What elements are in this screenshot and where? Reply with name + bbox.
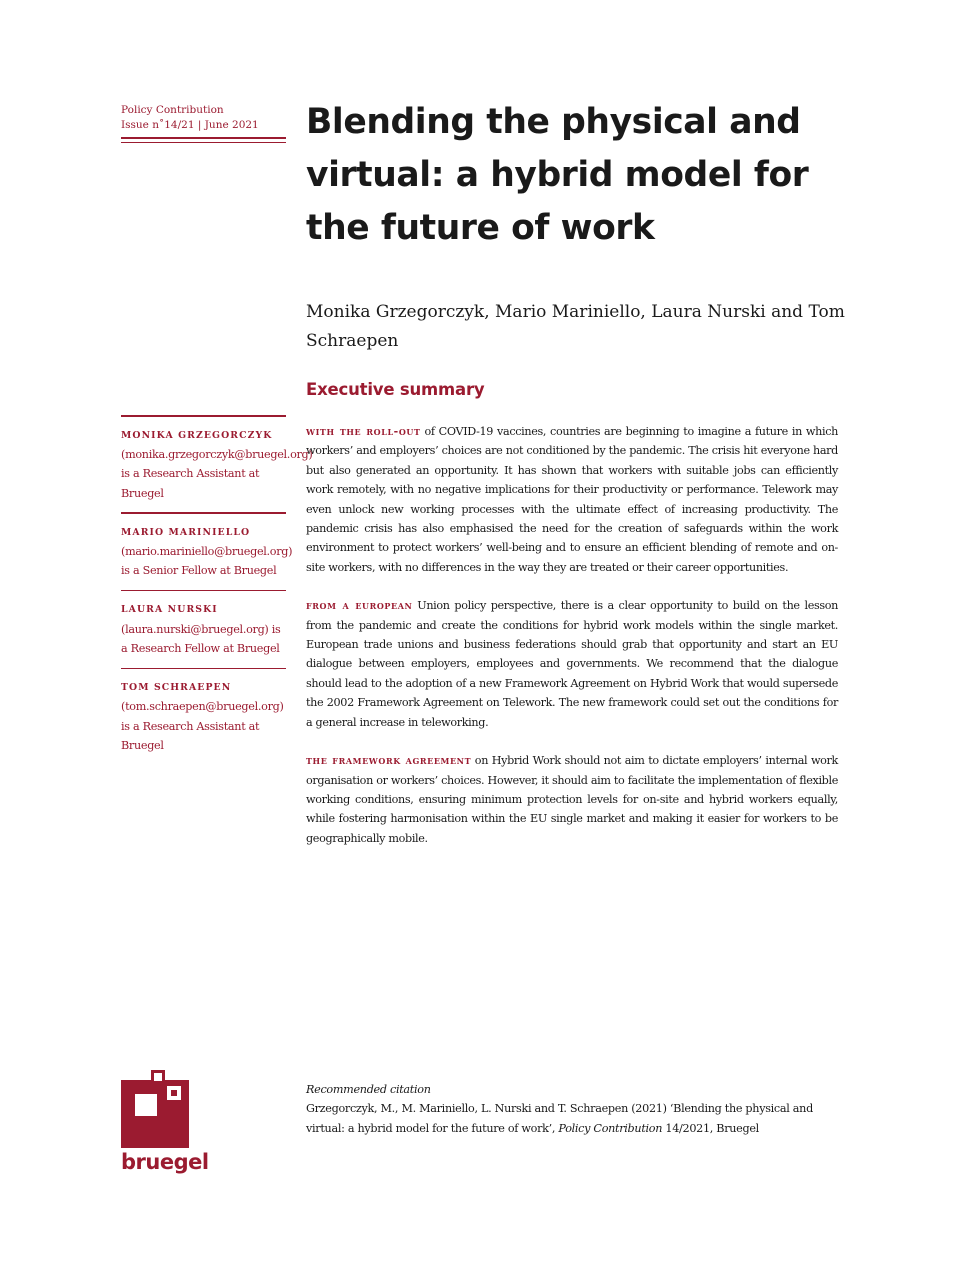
bio-author-name: MONIKA GRZEGORCZYK (121, 429, 273, 441)
bio-author-name: MARIO MARINIELLO (121, 526, 251, 538)
paragraph-lead-in: the framework agreement (306, 754, 472, 768)
author-bio (121, 417, 313, 513)
logo-mark-icon (121, 1068, 211, 1150)
series-name: Policy Contribution (121, 104, 224, 116)
paragraph-lead-in: from a european (306, 599, 413, 613)
bruegel-logo (121, 1068, 211, 1178)
bio-text: (tom.schraepen@bruegel.org) is a Research Assistant at Bruegel (121, 700, 284, 753)
citation-publication: Policy Contribution (558, 1121, 663, 1135)
paragraph-lead-in: with the roll-out (306, 425, 421, 438)
author-bios (121, 415, 313, 765)
executive-summary-heading: Executive summary (306, 380, 485, 399)
bio-author-name: LAURA NURSKI (121, 604, 218, 616)
bio-text: (mario.mariniello@bruegel.org) is a Senior Fellow at Bruegel (121, 545, 293, 578)
citation-issue: 14/2021, Bruegel (662, 1121, 759, 1135)
author-list: Monika Grzegorczyk, Mario Mariniello, Laura Nurski and Tom Schraepen (306, 302, 845, 351)
paragraph-text: on Hybrid Work should not aim to dictate employers’ internal work organisation or workers’ choices. However, it should aim to facilitate the implementation of flexible working conditions, ensuring minimum protection levels for on-site and hybrid workers equally, while fostering harmonisation within the EU single market and making it easier for workers to be geographically mobile. (306, 754, 838, 845)
summary-paragraph (306, 422, 838, 577)
header-double-rule (121, 137, 286, 143)
paper-title: Blending the physical and virtual: a hybrid model for the future of work (306, 102, 809, 248)
author-bio (121, 514, 293, 590)
logo-wordmark: bruegel (121, 1150, 209, 1174)
author-bio (121, 669, 286, 765)
summary-paragraph (306, 596, 838, 732)
author-bio (121, 591, 286, 667)
paragraph-text: of COVID-19 vaccines, countries are beginning to imagine a future in which workers’ and employers’ choices are not conditioned by the pandemic. The crisis hit everyone hard but also generated an opportunity. It has shown that workers with suitable jobs can efficiently work remotely, with no negative implications for their productivity or performance. Telework may even unlock new working processes with the ultimate effect of increasing productivity. The pandemic crisis has also emphasised the need for the creation of safeguards within the work environment to protect workers’ well-being and to ensure an efficient blending of remote and on-site workers, with no differences in the way they are treated or their career opportunities. (306, 425, 838, 574)
series-block (121, 103, 286, 143)
bio-text: (laura.nurski@bruegel.org) is a Research Fellow at Bruegel (121, 622, 281, 656)
citation-text (306, 1099, 846, 1138)
citation-label: Recommended citation (306, 1083, 431, 1096)
recommended-citation (306, 1080, 846, 1138)
bio-text: (monika.grzegorczyk@bruegel.org) is a Research Assistant at Bruegel (121, 447, 313, 500)
series-issue: Issue n˚14/21 | June 2021 (121, 119, 259, 131)
bio-author-name: TOM SCHRAEPEN (121, 682, 232, 694)
citation-body: Grzegorczyk, M., M. Mariniello, L. Nurski and T. Schraepen (2021) ‘Blending the physical and virtual: a hybrid model for the future of work’, (306, 1102, 813, 1135)
paragraph-text: Union policy perspective, there is a clear opportunity to build on the lesson from the pandemic and create the conditions for hybrid work models within the single market. European trade unions and business federations should grab that opportunity and start an EU dialogue between employers, employees and governments. We recommend that the dialogue should lead to the adoption of a new Framework Agreement on Hybrid Work that would supersede the 2002 Framework Agreement on Telework. The new framework could set out the conditions for a general increase in teleworking. (306, 599, 838, 729)
executive-summary (306, 422, 838, 867)
summary-paragraph (306, 751, 838, 848)
